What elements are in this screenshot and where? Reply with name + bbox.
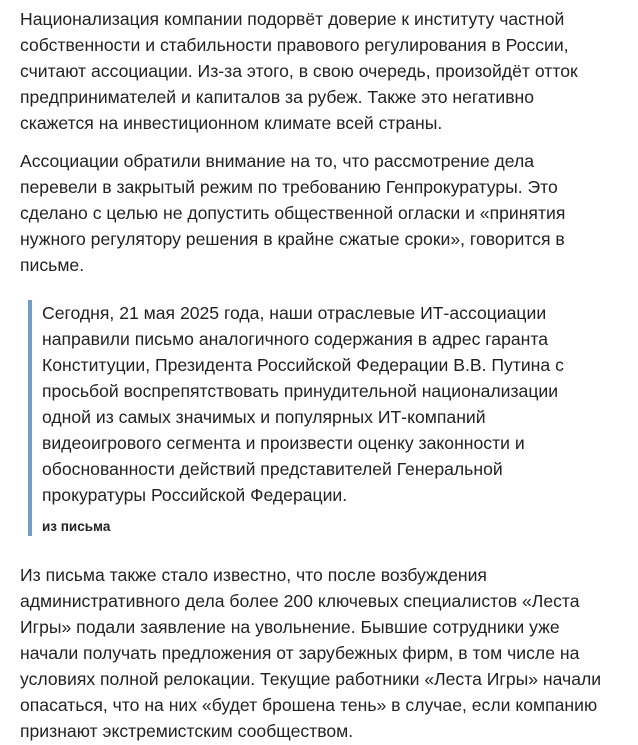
- article-paragraph-1: Национализация компании подорвёт доверие к институту частной собственности и стабильности правового регулирования в России, считают ассоциации. Из-за этого, в свою очередь, произойдёт отток предпринимателей и капиталов за рубеж. Также это негативно скажется на инвестиционном климате всей страны.: [20, 9, 578, 133]
- article-paragraph-2: Ассоциации обратили внимание на то, что рассмотрение дела перевели в закрытый режим по требованию Генпрокуратуры. Это сделано с целью не допустить общественной огласки и «принятия нужного регулятору решения в крайне сжатые сроки», говорится в письме.: [20, 151, 566, 275]
- quote-block: [28, 300, 618, 536]
- article-paragraph-3: Из письма также стало известно, что после возбуждения административного дела более 200 ключевых специалистов «Леста Игры» подали заявление на увольнение. Бывшие сотрудники уже начали получать предложения от зарубежных фирм, в том числе на условиях полной релокации. Текущие работники «Леста Игры» начали опасаться, что на них «будет брошена тень» в случае, если компанию признают экстремистским сообществом.: [20, 565, 602, 741]
- quote-text: Сегодня, 21 мая 2025 года, наши отраслевые ИТ-ассоциации направили письмо аналогичного содержания в адрес гаранта Конституции, Президента Российской Федерации В.В. Путина с просьбой воспрепятствовать принудительной национализации одной из самых значимых и популярных ИТ-компаний видеоигрового сегмента и произвести оценку законности и обоснованности действий представителей Генеральной прокуратуры Российской Федерации.: [42, 303, 564, 505]
- quote-source: из письма: [42, 519, 111, 534]
